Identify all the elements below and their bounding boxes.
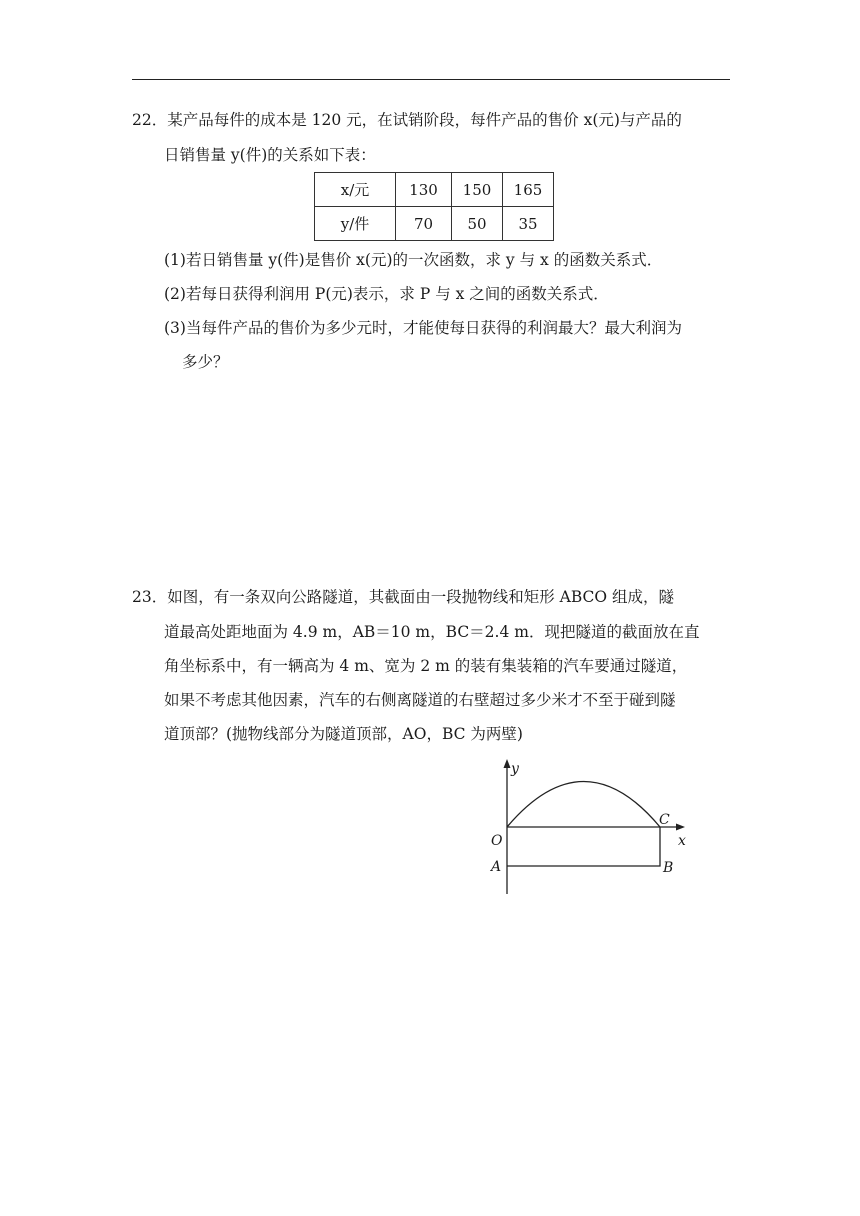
tunnel-arch bbox=[507, 782, 660, 828]
q23-line-4: 如果不考虑其他因素，汽车的右侧离隧道的右壁超过多少米才不至于碰到隧 bbox=[164, 691, 676, 709]
q23-line-5: 道顶部？(抛物线部分为隧道顶部，AO，BC 为两壁) bbox=[164, 725, 523, 743]
table-cell: 35 bbox=[503, 207, 554, 241]
table-header-x: x/元 bbox=[315, 173, 396, 207]
label-y: y bbox=[511, 761, 519, 777]
table-cell: 70 bbox=[396, 207, 452, 241]
q22-line-1: 22．某产品每件的成本是 120 元，在试销阶段，每件产品的售价 x(元)与产品的 bbox=[132, 111, 682, 129]
label-o: O bbox=[491, 833, 503, 849]
q23-line-1: 23．如图，有一条双向公路隧道，其截面由一段抛物线和矩形 ABCO 组成，隧 bbox=[132, 588, 675, 606]
table-cell: 130 bbox=[396, 173, 452, 207]
tunnel-figure bbox=[484, 756, 704, 898]
price-sales-table bbox=[314, 172, 554, 241]
tunnel-walls bbox=[507, 827, 660, 866]
table-header-y: y/件 bbox=[315, 207, 396, 241]
table-row bbox=[315, 207, 554, 241]
label-c: C bbox=[659, 812, 670, 828]
label-b: B bbox=[663, 860, 674, 876]
q22-part-1: (1)若日销售量 y(件)是售价 x(元)的一次函数，求 y 与 x 的函数关系式． bbox=[164, 251, 663, 269]
q22-part-3-line-1: (3)当每件产品的售价为多少元时，才能使每日获得的利润最大？最大利润为 bbox=[164, 319, 682, 337]
x-axis-arrow-icon bbox=[676, 824, 685, 831]
label-a: A bbox=[491, 859, 502, 875]
q22-part-2: (2)若每日获得利润用 P(元)表示，求 P 与 x 之间的函数关系式． bbox=[164, 285, 609, 303]
q23-line-3: 角坐标系中，有一辆高为 4 m、宽为 2 m 的装有集装箱的汽车要通过隧道， bbox=[164, 657, 688, 675]
table-cell: 50 bbox=[452, 207, 503, 241]
table-cell: 165 bbox=[503, 173, 554, 207]
y-axis-arrow-icon bbox=[504, 759, 511, 768]
q22-part-3-line-2: 多少？ bbox=[182, 353, 229, 371]
table-row bbox=[315, 173, 554, 207]
q23-line-2: 道最高处距地面为 4.9 m，AB＝10 m，BC＝2.4 m．现把隧道的截面放在直 bbox=[164, 623, 700, 641]
table-cell: 150 bbox=[452, 173, 503, 207]
label-x: x bbox=[678, 833, 686, 849]
header-rule bbox=[132, 79, 730, 80]
q22-line-2: 日销售量 y(件)的关系如下表： bbox=[164, 146, 376, 164]
